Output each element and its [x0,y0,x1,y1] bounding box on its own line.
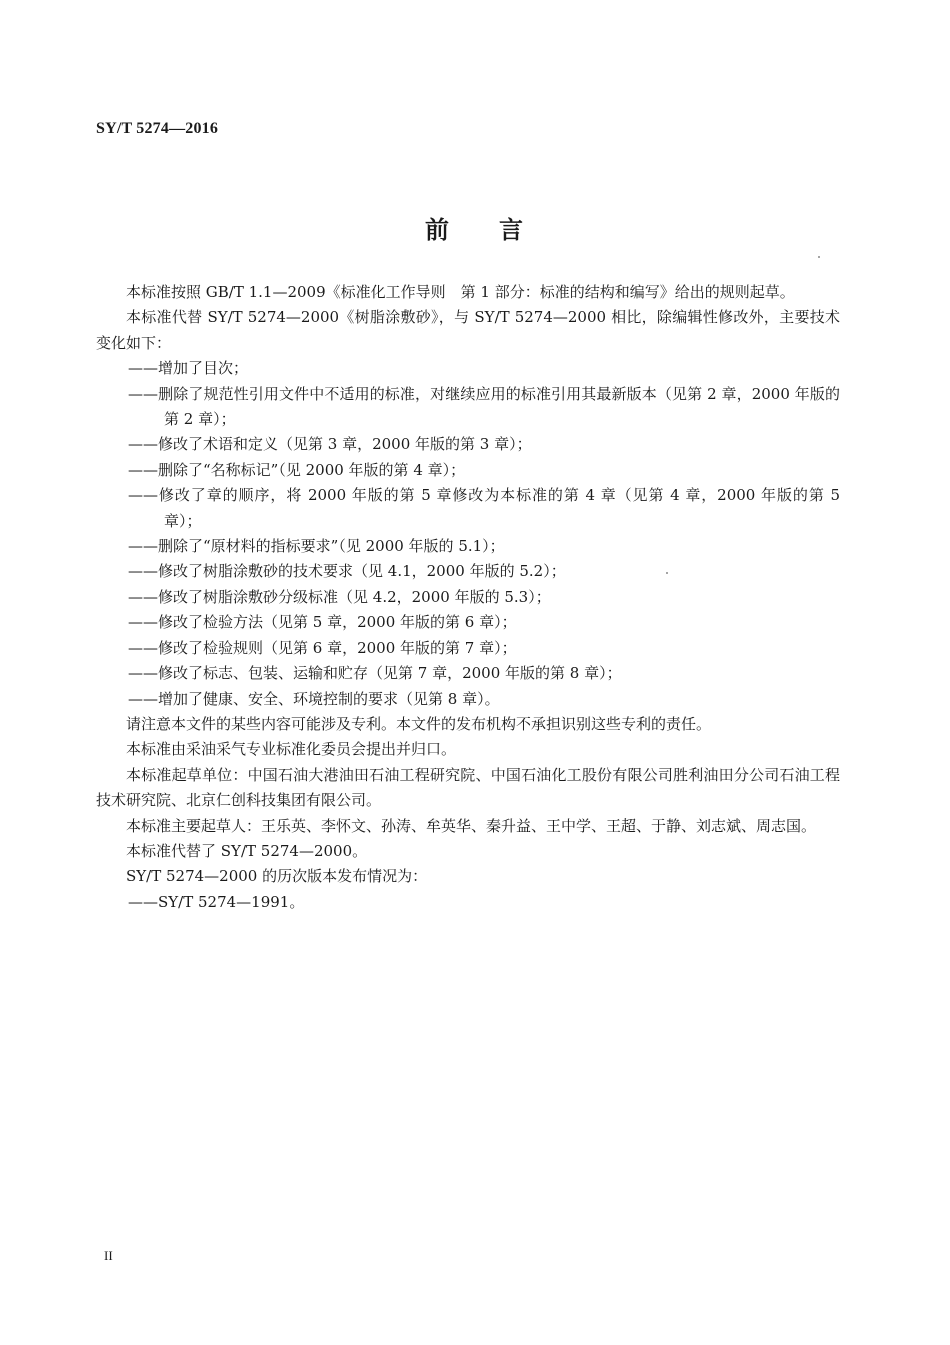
list-item: ——修改了标志、包装、运输和贮存（见第 7 章，2000 年版的第 8 章）； [128,664,622,683]
paragraph-replaced-standard: 本标准代替了 SY/T 5274—2000。 [126,841,368,860]
list-item: ——修改了术语和定义（见第 3 章，2000 年版的第 3 章）； [128,435,532,454]
paragraph-version-history: SY/T 5274—2000 的历次版本发布情况为： [126,867,428,886]
scan-speck [818,256,820,258]
list-item: ——删除了“原材料的指标要求”（见 2000 年版的 5.1）； [128,537,505,556]
list-item: ——修改了树脂涂敷砂分级标准（见 4.2，2000 年版的 5.3）； [128,587,551,606]
paragraph-proposer: 本标准由采油采气专业标准化委员会提出并归口。 [126,740,457,759]
page-title [0,210,950,245]
scan-speck [666,572,668,574]
list-item: ——SY/T 5274—1991。 [128,892,305,911]
list-item: ——删除了规范性引用文件中不适用的标准，对继续应用的标准引用其最新版本（见第 2 章，2000 年版的第 2 章）； [128,384,840,429]
list-item: ——删除了“名称标记”（见 2000 年版的第 4 章）； [128,460,466,479]
list-item: ——修改了章的顺序，将 2000 年版的第 5 章修改为本标准的第 4 章（见第 4 章，2000 年版的第 5 章）； [128,486,840,530]
paragraph-patent-notice: 请注意本文件的某些内容可能涉及专利。本文件的发布机构不承担识别这些专利的责任。 [126,714,712,733]
foreword-body [96,280,840,915]
paragraph-replacement-summary: 本标准代替 SY/T 5274—2000《树脂涂敷砂》，与 SY/T 5274—2000 相比，除编辑性修改外，主要技术变化如下： [96,308,840,352]
page-title-char-1: 前 [425,216,451,244]
page-title-char-2: 言 [499,216,525,244]
paragraph-drafting-rules: 本标准按照 GB/T 1.1—2009《标准化工作导则 第 1 部分：标准的结构和编写》给出的规则起草。 [126,283,795,301]
page-number: II [104,1248,113,1263]
paragraph-drafters: 本标准主要起草人：王乐英、李怀文、孙涛、牟英华、秦升益、王中学、王超、于静、刘志斌、周志国。 [126,816,817,835]
list-item: ——增加了健康、安全、环境控制的要求（见第 8 章）。 [128,689,500,708]
list-item: ——修改了树脂涂敷砂的技术要求（见 4.1，2000 年版的 5.2）； [128,562,566,581]
list-item: ——修改了检验方法（见第 5 章，2000 年版的第 6 章）； [128,613,517,632]
list-item: ——增加了目次； [128,359,249,378]
document-code: SY/T 5274—2016 [96,120,219,137]
paragraph-drafting-units: 本标准起草单位：中国石油大港油田石油工程研究院、中国石油化工股份有限公司胜利油田分公司石油工程技术研究院、北京仁创科技集团有限公司。 [96,765,840,810]
list-item: ——修改了检验规则（见第 6 章，2000 年版的第 7 章）； [128,638,517,657]
